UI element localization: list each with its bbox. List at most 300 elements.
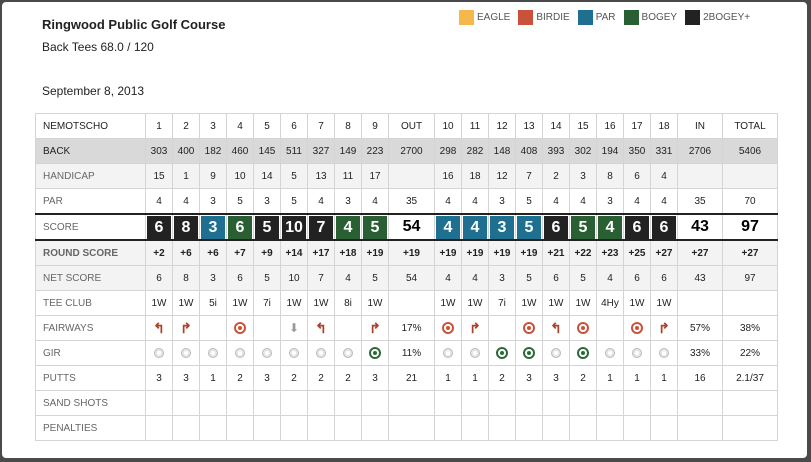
cell: 2 (489, 366, 516, 391)
gir-hit-target-icon (369, 347, 381, 359)
fairway-cell: 17% (389, 316, 435, 341)
cell: 4 (462, 189, 489, 215)
cell (335, 416, 362, 441)
score-cell (489, 214, 516, 240)
cell: IN (678, 114, 723, 139)
cell: 97 (723, 266, 778, 291)
score-cell (146, 214, 173, 240)
fairway-cell (435, 316, 462, 341)
cell (227, 391, 254, 416)
cell: 5 (227, 189, 254, 215)
cell: 4 (624, 189, 651, 215)
cell (389, 164, 435, 189)
cell: 18 (462, 164, 489, 189)
gir-miss-dot-icon (443, 348, 453, 358)
fairway-miss-left-icon: ↰ (550, 319, 562, 336)
cell (597, 391, 624, 416)
legend-swatch-eagle (459, 10, 474, 25)
cell: 70 (723, 189, 778, 215)
cell: 282 (462, 139, 489, 164)
cell: 6 (624, 164, 651, 189)
cell (462, 391, 489, 416)
cell: 5 (254, 266, 281, 291)
cell: 17 (362, 164, 389, 189)
cell: 2 (308, 366, 335, 391)
cell: 11 (335, 164, 362, 189)
gir-cell (254, 341, 281, 366)
legend-swatch-double-bogey (685, 10, 700, 25)
cell: 17 (624, 114, 651, 139)
cell: 3 (173, 366, 200, 391)
gir-hit-target-icon (577, 347, 589, 359)
cell: +21 (543, 240, 570, 266)
cell: 35 (389, 189, 435, 215)
cell: 14 (543, 114, 570, 139)
cell: 1 (200, 366, 227, 391)
cell: +19 (389, 240, 435, 266)
cell: 6 (281, 114, 308, 139)
cell (389, 291, 435, 316)
score-box-double: 6 (625, 216, 649, 239)
legend-label-double-bogey: 2BOGEY+ (703, 12, 751, 23)
cell: 460 (227, 139, 254, 164)
fairway-miss-right-icon: ↱ (469, 319, 481, 336)
cell: 2 (570, 366, 597, 391)
cell: +6 (173, 240, 200, 266)
handicap-row (36, 164, 778, 189)
row-label: SCORE (36, 214, 146, 240)
cell: 4 (308, 189, 335, 215)
cell: 3 (200, 189, 227, 215)
cell: +9 (254, 240, 281, 266)
score-cell: 97 (723, 214, 778, 240)
gir-miss-dot-icon (605, 348, 615, 358)
fairway-cell (597, 316, 624, 341)
cell: 511 (281, 139, 308, 164)
fairway-hit-target-icon (577, 322, 589, 334)
cell (597, 416, 624, 441)
cell: +27 (723, 240, 778, 266)
score-cell (543, 214, 570, 240)
gir-row (36, 341, 778, 366)
gir-miss-dot-icon (343, 348, 353, 358)
fairway-cell (489, 316, 516, 341)
fairway-cell (335, 316, 362, 341)
cell: 408 (516, 139, 543, 164)
cell: 1 (624, 366, 651, 391)
cell: 10 (227, 164, 254, 189)
gir-cell (543, 341, 570, 366)
cell: +18 (335, 240, 362, 266)
legend-label-bogey: BOGEY (641, 12, 678, 23)
cell (462, 416, 489, 441)
score-cell (281, 214, 308, 240)
row-label: PENALTIES (36, 416, 146, 441)
gir-cell: 11% (389, 341, 435, 366)
legend-swatch-bogey (624, 10, 639, 25)
cell (281, 416, 308, 441)
cell: 1W (516, 291, 543, 316)
cell: 4 (362, 189, 389, 215)
cell: +17 (308, 240, 335, 266)
cell: 1W (173, 291, 200, 316)
cell: 3 (200, 266, 227, 291)
cell: 3 (200, 114, 227, 139)
cell (200, 391, 227, 416)
gir-cell (281, 341, 308, 366)
cell: +2 (146, 240, 173, 266)
cell: 331 (651, 139, 678, 164)
cell: 15 (146, 164, 173, 189)
cell: 7 (308, 266, 335, 291)
cell (570, 391, 597, 416)
cell (173, 391, 200, 416)
fairway-miss-right-icon: ↱ (369, 319, 381, 336)
tee-info: Back Tees 68.0 / 120 (42, 40, 154, 54)
score-legend (459, 10, 758, 25)
sand-shots-row (36, 391, 778, 416)
cell (254, 391, 281, 416)
cell: 54 (389, 266, 435, 291)
fairway-cell (362, 316, 389, 341)
cell: 2 (173, 114, 200, 139)
round-score-row (36, 240, 778, 266)
cell (227, 416, 254, 441)
score-box-bogey: 6 (228, 216, 252, 239)
cell: 1W (543, 291, 570, 316)
cell: +7 (227, 240, 254, 266)
cell: 8 (597, 164, 624, 189)
cell: 2 (227, 366, 254, 391)
score-box-par: 5 (517, 216, 541, 239)
gir-miss-dot-icon (235, 348, 245, 358)
cell: 3 (489, 189, 516, 215)
fairway-cell (173, 316, 200, 341)
cell (678, 416, 723, 441)
gir-cell (173, 341, 200, 366)
cell: 4 (462, 266, 489, 291)
cell: 12 (489, 164, 516, 189)
legend-label-par: PAR (595, 12, 616, 23)
cell: 4 (335, 266, 362, 291)
cell: 303 (146, 139, 173, 164)
gir-miss-dot-icon (208, 348, 218, 358)
score-box-bogey: 4 (598, 216, 622, 239)
cell: 16 (678, 366, 723, 391)
row-label: NEMOTSCHO (36, 114, 146, 139)
cell: 13 (308, 164, 335, 189)
cell: 5 (516, 189, 543, 215)
cell: 3 (489, 266, 516, 291)
cell: +27 (651, 240, 678, 266)
score-box-bogey: 5 (571, 216, 595, 239)
fairway-cell (146, 316, 173, 341)
cell: 7 (516, 164, 543, 189)
gir-miss-dot-icon (659, 348, 669, 358)
cell: 1W (462, 291, 489, 316)
cell: 194 (597, 139, 624, 164)
cell: 5 (281, 164, 308, 189)
legend-swatch-birdie (518, 10, 533, 25)
cell (678, 391, 723, 416)
legend-item-birdie (518, 10, 569, 25)
cell: 1 (173, 164, 200, 189)
cell: 1 (146, 114, 173, 139)
score-cell (200, 214, 227, 240)
cell (723, 291, 778, 316)
cell: 5i (200, 291, 227, 316)
score-box-par: 4 (436, 216, 460, 239)
legend-label-birdie: BIRDIE (536, 12, 570, 23)
fairway-miss-right-icon: ↱ (180, 319, 192, 336)
cell: 4 (146, 189, 173, 215)
cell (435, 416, 462, 441)
cell: 223 (362, 139, 389, 164)
course-name: Ringwood Public Golf Course (42, 17, 226, 32)
score-box-bogey: 4 (336, 216, 360, 239)
cell (516, 391, 543, 416)
gir-cell: 33% (678, 341, 723, 366)
fairway-cell (308, 316, 335, 341)
cell (624, 416, 651, 441)
gir-cell (227, 341, 254, 366)
back-tees-row (36, 139, 778, 164)
fairway-cell: 57% (678, 316, 723, 341)
cell: 1W (651, 291, 678, 316)
cell: 7i (489, 291, 516, 316)
cell: 1W (281, 291, 308, 316)
cell: 2 (335, 366, 362, 391)
scorecard-panel (2, 2, 807, 458)
cell: +19 (489, 240, 516, 266)
cell (146, 416, 173, 441)
score-box-double: 7 (309, 216, 333, 239)
fairway-cell (227, 316, 254, 341)
cell: 1W (570, 291, 597, 316)
cell: 4 (651, 164, 678, 189)
cell: +14 (281, 240, 308, 266)
cell: 3 (362, 366, 389, 391)
gir-miss-dot-icon (632, 348, 642, 358)
fairway-miss-left-icon: ↰ (153, 319, 165, 336)
score-cell (335, 214, 362, 240)
cell: 149 (335, 139, 362, 164)
gir-cell (462, 341, 489, 366)
cell (389, 391, 435, 416)
gir-cell (362, 341, 389, 366)
row-label: ROUND SCORE (36, 240, 146, 266)
cell: 4 (173, 189, 200, 215)
gir-cell (308, 341, 335, 366)
score-cell (462, 214, 489, 240)
cell: 3 (254, 189, 281, 215)
gir-cell (146, 341, 173, 366)
cell: 145 (254, 139, 281, 164)
cell: +23 (597, 240, 624, 266)
cell (678, 164, 723, 189)
cell: 4 (435, 266, 462, 291)
fairway-cell (543, 316, 570, 341)
cell: 2.1/37 (723, 366, 778, 391)
cell: 4 (597, 266, 624, 291)
row-label: GIR (36, 341, 146, 366)
cell: 13 (516, 114, 543, 139)
cell: 3 (543, 366, 570, 391)
scorecard-table (35, 113, 778, 441)
cell: +25 (624, 240, 651, 266)
fairway-cell (570, 316, 597, 341)
cell (146, 391, 173, 416)
score-cell (254, 214, 281, 240)
cell: 3 (570, 164, 597, 189)
gir-miss-dot-icon (470, 348, 480, 358)
row-label: HANDICAP (36, 164, 146, 189)
row-label: FAIRWAYS (36, 316, 146, 341)
cell: 5 (570, 266, 597, 291)
cell: 6 (146, 266, 173, 291)
cell (723, 391, 778, 416)
cell: 5406 (723, 139, 778, 164)
cell: 3 (254, 366, 281, 391)
cell: 1W (308, 291, 335, 316)
cell (335, 391, 362, 416)
round-date: September 8, 2013 (42, 84, 145, 98)
cell (362, 416, 389, 441)
cell (435, 391, 462, 416)
cell (362, 391, 389, 416)
row-label: PAR (36, 189, 146, 215)
penalties-row (36, 416, 778, 441)
score-box-double: 5 (255, 216, 279, 239)
cell (723, 164, 778, 189)
cell: 1 (462, 366, 489, 391)
fairway-hit-target-icon (523, 322, 535, 334)
score-row (36, 214, 778, 240)
gir-miss-dot-icon (262, 348, 272, 358)
cell: 35 (678, 189, 723, 215)
legend-label-eagle: EAGLE (477, 12, 511, 23)
score-box-double: 10 (282, 216, 306, 239)
cell: 10 (281, 266, 308, 291)
score-box-par: 3 (201, 216, 225, 239)
fairway-cell (624, 316, 651, 341)
cell: 1 (597, 366, 624, 391)
fairway-cell (281, 316, 308, 341)
cell (308, 416, 335, 441)
cell: 6 (543, 266, 570, 291)
fairway-cell (200, 316, 227, 341)
score-cell (435, 214, 462, 240)
cell (389, 416, 435, 441)
score-cell (597, 214, 624, 240)
fairway-cell (516, 316, 543, 341)
cell (281, 391, 308, 416)
gir-miss-dot-icon (316, 348, 326, 358)
cell: 5 (254, 114, 281, 139)
row-label: PUTTS (36, 366, 146, 391)
gir-cell (597, 341, 624, 366)
cell: 2700 (389, 139, 435, 164)
cell: 1 (651, 366, 678, 391)
score-cell (651, 214, 678, 240)
fairways-row (36, 316, 778, 341)
fairway-cell (254, 316, 281, 341)
cell: 1W (362, 291, 389, 316)
cell: 16 (435, 164, 462, 189)
cell (489, 416, 516, 441)
fairway-cell (462, 316, 489, 341)
fairway-hit-target-icon (442, 322, 454, 334)
cell: 7 (308, 114, 335, 139)
gir-cell (489, 341, 516, 366)
cell (489, 391, 516, 416)
cell (678, 291, 723, 316)
cell: 5 (281, 189, 308, 215)
cell: 350 (624, 139, 651, 164)
cell: 15 (570, 114, 597, 139)
score-cell (624, 214, 651, 240)
cell: 1W (435, 291, 462, 316)
cell: 4 (570, 189, 597, 215)
gir-hit-target-icon (496, 347, 508, 359)
cell: OUT (389, 114, 435, 139)
cell: +19 (462, 240, 489, 266)
cell: 182 (200, 139, 227, 164)
gir-cell (516, 341, 543, 366)
cell: 6 (227, 266, 254, 291)
score-cell: 54 (389, 214, 435, 240)
cell: 5 (516, 266, 543, 291)
cell: +19 (516, 240, 543, 266)
cell: +6 (200, 240, 227, 266)
cell: +27 (678, 240, 723, 266)
cell (651, 391, 678, 416)
score-cell (173, 214, 200, 240)
cell: 6 (624, 266, 651, 291)
legend-swatch-par (578, 10, 593, 25)
cell: 2 (543, 164, 570, 189)
gir-miss-dot-icon (551, 348, 561, 358)
cell: 6 (651, 266, 678, 291)
score-box-par: 3 (490, 216, 514, 239)
tee-club-row (36, 291, 778, 316)
cell: 400 (173, 139, 200, 164)
cell: 43 (678, 266, 723, 291)
score-box-double: 6 (652, 216, 676, 239)
score-cell (308, 214, 335, 240)
cell: 10 (435, 114, 462, 139)
score-box-double: 6 (147, 216, 171, 239)
score-box-bogey: 5 (363, 216, 387, 239)
cell: 2706 (678, 139, 723, 164)
fairway-miss-left-icon: ↰ (315, 319, 327, 336)
legend-item-double-bogey (685, 10, 750, 25)
cell: 11 (462, 114, 489, 139)
gir-hit-target-icon (523, 347, 535, 359)
cell: 12 (489, 114, 516, 139)
cell: 7i (254, 291, 281, 316)
cell: 4 (227, 114, 254, 139)
score-cell (362, 214, 389, 240)
cell (173, 416, 200, 441)
cell (651, 416, 678, 441)
gir-miss-dot-icon (154, 348, 164, 358)
fairway-cell: 38% (723, 316, 778, 341)
cell (254, 416, 281, 441)
fairway-cell (651, 316, 678, 341)
cell: 18 (651, 114, 678, 139)
score-cell (570, 214, 597, 240)
